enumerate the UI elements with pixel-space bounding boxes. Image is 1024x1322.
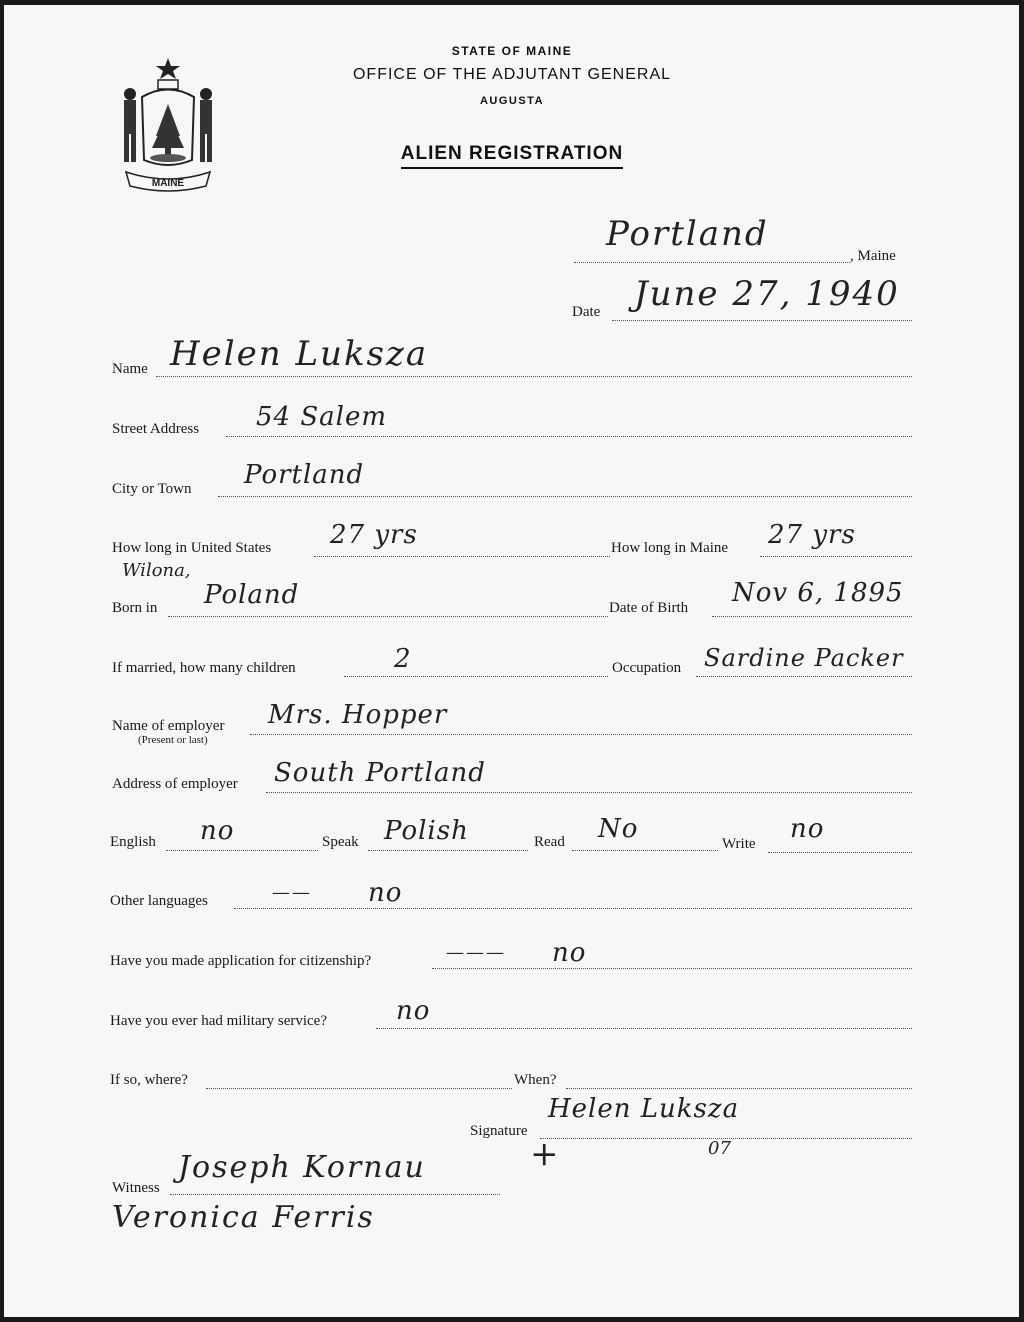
form-title-text: ALIEN REGISTRATION xyxy=(401,143,623,169)
other-languages-line xyxy=(234,908,912,909)
speak-line xyxy=(368,850,528,851)
city-line xyxy=(218,496,912,497)
seal-banner-text: MAINE xyxy=(151,178,185,189)
form-title xyxy=(0,143,1024,165)
write-line xyxy=(768,852,912,853)
place-line xyxy=(574,262,850,263)
dob-line xyxy=(712,616,912,617)
speak-value: Polish xyxy=(384,816,469,846)
how-long-maine-line xyxy=(760,556,912,557)
name-line xyxy=(156,376,912,377)
place-value: Portland xyxy=(606,214,769,254)
place-suffix-label: , Maine xyxy=(850,248,896,264)
witness-label: Witness xyxy=(112,1180,160,1196)
occupation-value: Sardine Packer xyxy=(704,644,904,672)
employer-value: Mrs. Hopper xyxy=(268,700,448,730)
occupation-label: Occupation xyxy=(612,660,682,676)
military-label: Have you ever had military service? xyxy=(110,1013,327,1029)
scan-border-bottom xyxy=(0,1317,1024,1322)
city-value: Portland xyxy=(244,460,365,490)
employer-label: Name of employer xyxy=(112,718,225,734)
scan-border-left xyxy=(0,0,4,1322)
witness-value-1: Joseph Kornau xyxy=(178,1150,426,1185)
write-value: no xyxy=(790,814,825,844)
other-languages-dash: —— xyxy=(272,882,312,903)
when-label: When? xyxy=(514,1072,557,1088)
name-label: Name xyxy=(112,361,148,377)
citizenship-label: Have you made application for citizenship? xyxy=(110,953,372,969)
read-line xyxy=(572,850,718,851)
state-heading: STATE OF MAINE xyxy=(451,44,573,58)
where-line xyxy=(206,1088,512,1089)
read-label: Read xyxy=(534,834,565,850)
name-value: Helen Lukszа xyxy=(170,334,429,374)
how-long-us-line xyxy=(314,556,610,557)
where-label: If so, where? xyxy=(110,1072,188,1088)
citizenship-dash: ——— xyxy=(446,942,506,963)
dob-value: Nov 6, 1895 xyxy=(732,578,904,608)
employer-line xyxy=(250,734,912,735)
date-value: June 27, 1940 xyxy=(634,274,900,314)
employer-address-line xyxy=(266,792,912,793)
when-line xyxy=(566,1088,912,1089)
english-value: no xyxy=(200,816,235,846)
date-line xyxy=(612,320,912,321)
street-line xyxy=(226,436,912,437)
military-value: no xyxy=(396,996,431,1026)
how-long-maine-label: How long in Maine xyxy=(611,540,729,556)
witness-value-2: Veronica Ferris xyxy=(112,1200,375,1235)
employer-address-value: South Portland xyxy=(274,758,486,788)
speak-label: Speak xyxy=(322,834,359,850)
scan-border-right xyxy=(1019,0,1024,1322)
witness-line xyxy=(170,1194,500,1195)
signature-value: Helen Lukszа xyxy=(548,1094,740,1124)
english-label: English xyxy=(110,834,156,850)
signature-note: 07 xyxy=(708,1138,731,1159)
city-heading: AUGUSTA xyxy=(479,95,545,107)
office-heading: OFFICE OF THE ADJUTANT GENERAL xyxy=(352,66,672,83)
employer-address-label: Address of employer xyxy=(112,776,238,792)
read-value: No xyxy=(598,814,639,844)
signature-label: Signature xyxy=(470,1123,528,1139)
born-in-value: Poland xyxy=(204,580,300,610)
born-in-note: Wilona, xyxy=(122,560,191,581)
dob-label: Date of Birth xyxy=(609,600,689,616)
city-label: City or Town xyxy=(112,481,192,497)
date-label: Date xyxy=(572,304,601,320)
other-languages-label: Other languages xyxy=(110,893,208,909)
occupation-line xyxy=(696,676,912,677)
street-label: Street Address xyxy=(112,421,200,437)
born-in-line xyxy=(168,616,608,617)
other-languages-value: no xyxy=(368,878,403,908)
children-label: If married, how many children xyxy=(112,660,296,676)
english-line xyxy=(166,850,318,851)
how-long-us-value: 27 yrs xyxy=(330,520,418,550)
employer-sublabel: (Present or last) xyxy=(138,734,208,746)
write-label: Write xyxy=(722,836,756,852)
born-in-label: Born in xyxy=(112,600,158,616)
citizenship-value: no xyxy=(552,938,587,968)
scan-border-top xyxy=(0,0,1024,5)
street-value: 54 Salem xyxy=(256,402,388,432)
military-line xyxy=(376,1028,912,1029)
children-line xyxy=(344,676,608,677)
signature-mark: + xyxy=(530,1134,561,1174)
children-value: 2 xyxy=(394,644,412,674)
how-long-us-label: How long in United States xyxy=(112,540,272,556)
citizenship-line xyxy=(432,968,912,969)
how-long-maine-value: 27 yrs xyxy=(768,520,856,550)
